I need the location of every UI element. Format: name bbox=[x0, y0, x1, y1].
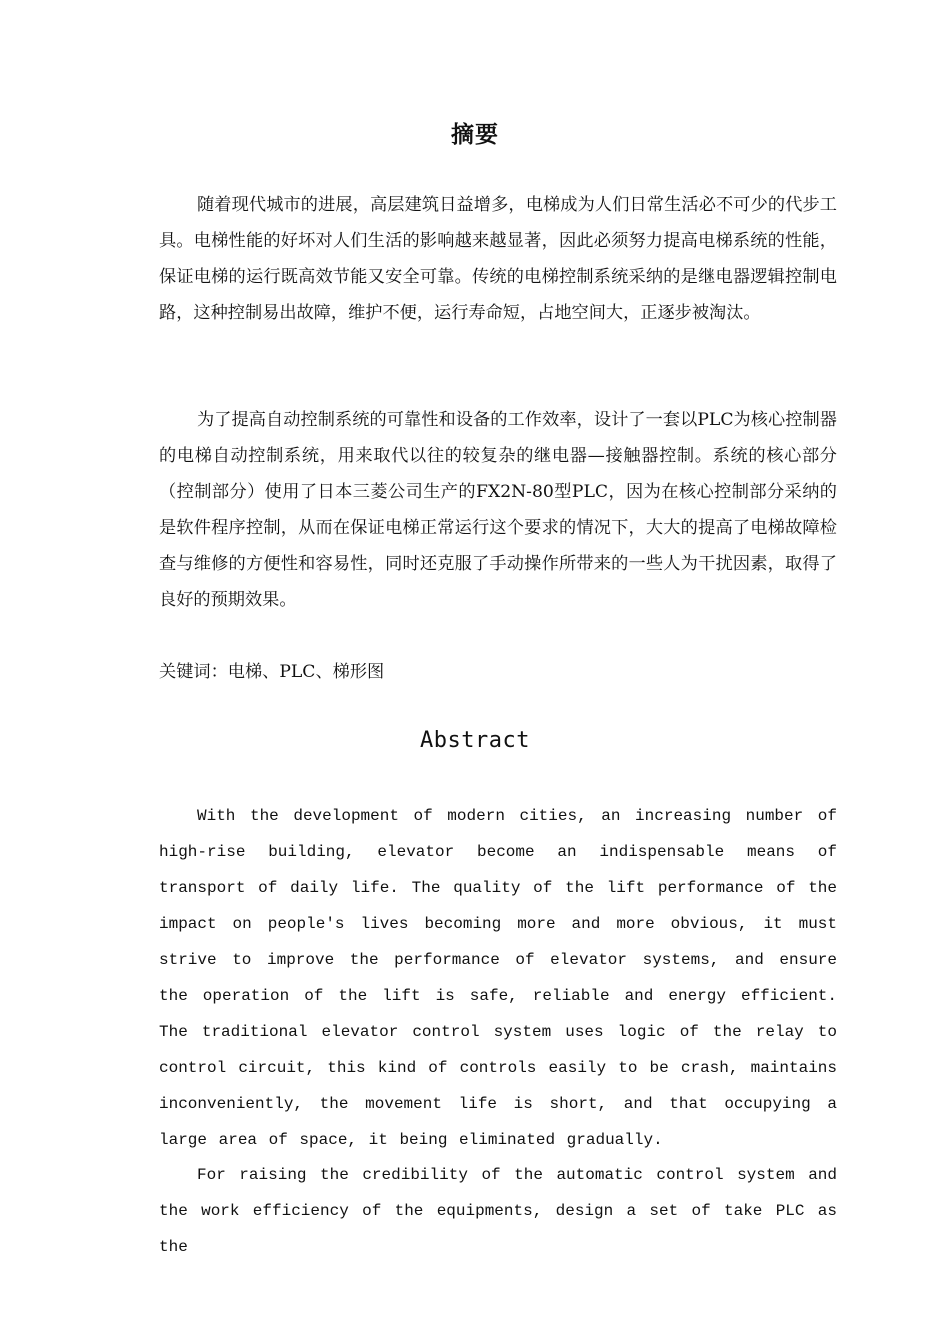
chinese-abstract-title: 摘要 bbox=[451, 121, 499, 148]
english-abstract-paragraph-2: For raising the credibility of the automatic control system and the work efficiency of the equipments, design a set of take PLC as the bbox=[159, 1166, 837, 1256]
english-abstract-title: Abstract bbox=[420, 728, 530, 753]
english-abstract-paragraph-1: With the development of modern cities, an increasing number of high-rise building, elevator become an indispensable means of transport of daily life. The quality of the lift performance of the impact on people's lives becoming more and more obvious, it must strive to improve the performance of elevator systems, and ensure the operation of the lift is safe, reliable and energy efficient. The traditional elevator control system uses logic of the relay to control circuit, this kind of controls easily to be crash, maintains inconveniently, the movement life is short, and that occupying a large area of space, it being eliminated gradually. bbox=[159, 807, 837, 1149]
keywords-line: 关键词：电梯、PLC、梯形图 bbox=[159, 662, 385, 682]
chinese-abstract-paragraph-1: 随着现代城市的进展，高层建筑日益增多，电梯成为人们日常生活必不可少的代步工具。电梯性能的好坏对人们生活的影响越来越显著，因此必须努力提高电梯系统的性能，保证电梯的运行既高效节能又安全可靠。传统的电梯控制系统采纳的是继电器逻辑控制电路，这种控制易出故障，维护不便，运行寿命短，占地空间大，正逐步被淘汰。 bbox=[159, 195, 837, 323]
chinese-abstract-paragraph-2: 为了提高自动控制系统的可靠性和设备的工作效率，设计了一套以PLC为核心控制器的电梯自动控制系统，用来取代以往的较复杂的继电器—接触器控制。系统的核心部分（控制部分）使用了日本三菱公司生产的FX2N-80型PLC，因为在核心控制部分采纳的是软件程序控制，从而在保证电梯正常运行这个要求的情况下，大大的提高了电梯故障检查与维修的方便性和容易性，同时还克服了手动操作所带来的一些人为干扰因素，取得了良好的预期效果。 bbox=[159, 410, 837, 610]
